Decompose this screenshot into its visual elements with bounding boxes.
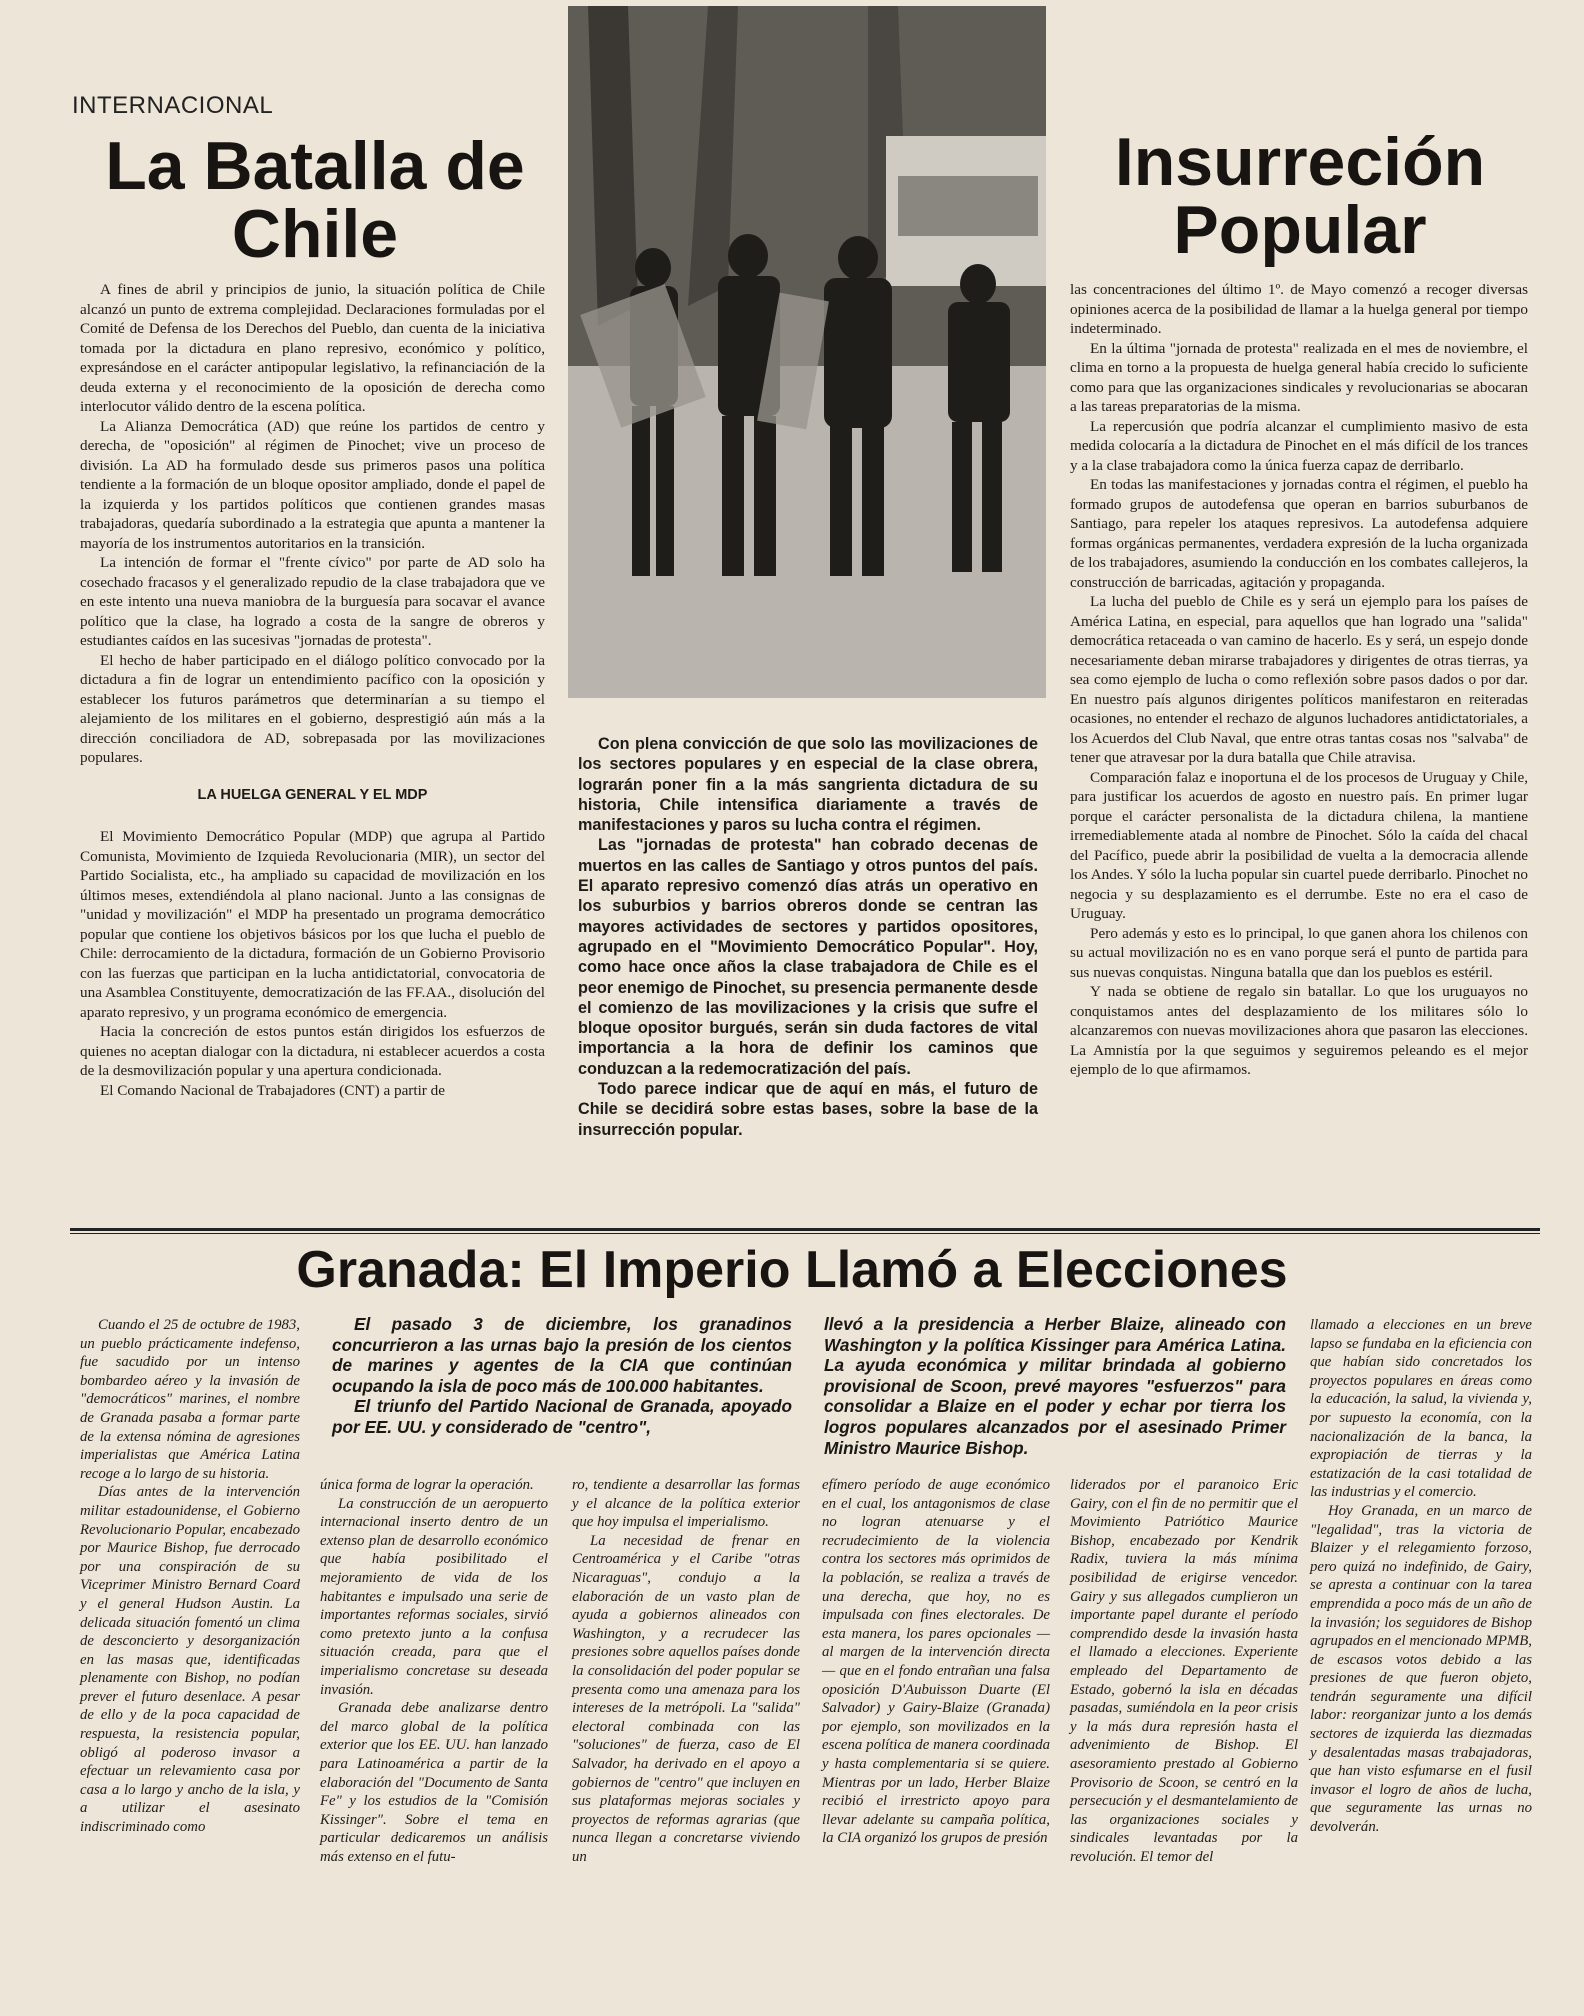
chile-right-column: [1070, 280, 1528, 1080]
granada-intro-paragraph: llevó a la presidencia a Herber Blaize, alineado con Washington y la política Kissinger para América Latina. La ayuda económica y militar brindada al gobierno provisional de Scoon, prevé mayores "esfuerzos" para consolidar a Blaize en el poder y echar por tierra los logros populares alcanzados por el asesinado Primer Ministro Maurice Bishop.: [824, 1314, 1286, 1458]
chile-middle-column: [578, 734, 1038, 1140]
granada-paragraph: Hoy Granada, en un marco de "legalidad", tras la victoria de Blaizer y el relegamiento forzoso, pero quizá no indefinido, de Gairy, se apresta a continuar con la tarea emprendida a poco más de un año de la invasión; los seguidores de Bishop agrupados en el mencionado MPMB, de escasos votos debido a las presiones de que fueron objeto, tendrán seguramente una difícil labor: reorganizar junto a los demás sectores de izquierda las diezmadas y desalentadas masas trabajadoras, que han visto esfumarse en el fusil invasor el logro de años de lucha, que seguramente las urnas no devolverán.: [1310, 1502, 1532, 1836]
granada-paragraph: Cuando el 25 de octubre de 1983, un pueblo prácticamente indefenso, fue sacudido por un intenso bombardeo aéreo y la invasión de "democráticos" marines, el nombre de Granada pasaba a formar parte de la extensa nómina de agresiones imperialistas que América Latina recoge a lo largo de su historia.: [80, 1317, 300, 1482]
granada-intro-paragraph: El pasado 3 de diciembre, los granadinos concurrieron a las urnas bajo la presión de los cientos de marines y agentes de la CIA que continúan ocupando la isla de poco más de 100.000 habitantes.: [332, 1314, 792, 1396]
granada-column-5: [1070, 1476, 1298, 1866]
section-label: INTERNACIONAL: [72, 92, 274, 119]
granada-column-2: [320, 1476, 548, 1866]
granada-intro-right: [824, 1314, 1286, 1458]
granada-paragraph: La necesidad de frenar en Centroamérica y el Caribe "otras Nicaraguas", condujo a la elaboración de un vasto plan de ayuda a gobiernos alineados con Washington, y a recrudecer las presiones sobre aquellos países donde la consolidación del poder popular se presenta como una amenaza para los intereses de la metrópoli. La "salida" electoral combinada con las "soluciones" de fuerza, caso de El Salvador, ha derivado en el apoyo a gobiernos de "centro" que incluyen en sus plataformas mejoras sociales y proyectos de reformas agrarias (que nunca llegan a concretarse viviendo un: [572, 1532, 800, 1865]
chile-middle-paragraph: Todo parece indicar que de aquí en más, el futuro de Chile se decidirá sobre estas bases, sobre la base de la insurrección popular.: [578, 1080, 1038, 1139]
chile-right-paragraph: En la última "jornada de protesta" realizada en el mes de noviembre, el clima en torno a la propuesta de huelga general había crecido lo suficiente como para que las organizaciones sindicales y revolucionarias se abocaran a las tareas preparatorias de la misma.: [1070, 339, 1528, 415]
section-divider: [70, 1228, 1540, 1231]
granada-column-3: [572, 1476, 800, 1866]
chile-left-paragraph: El Movimiento Democrático Popular (MDP) que agrupa al Partido Comunista, Movimiento de Izquieda Revolucionaria (MIR), un sector del Partido Socialista, etc., ha ampliado su capacidad de movilización en los últimos meses, extendiéndola al plano nacional. Junto a las consignas de "unidad y movilización" el MDP ha presentado un programa democrático popular que contiene los objetivos básicos por los que lucha el pueblo de Chile: derrocamiento de la dictadura, formación de un Gobierno Provisorio con las fuerzas que participan en la lucha antidictatorial, convocatoria de una Asamblea Constituyente, democratización de las FF.AA., disolución del aparato represivo, y un programa económico de emergencia.: [80, 828, 545, 1021]
chile-left-paragraph: La intención de formar el "frente cívico" por parte de AD solo ha cosechado fracasos y el generalizado repudio de la clase trabajadora que ve en este intento una nueva maniobra de la burguesía para socavar el avance político que la clase, ha logrado a costa de la sangre de obreros y estudiantes caídos en las sucesivas "jornadas de protesta".: [80, 554, 545, 649]
chile-right-paragraph: Y nada se obtiene de regalo sin batallar. Lo que los uruguayos no conquistamos antes del desplazamiento de los militares sólo lo alcanzaremos con nuevas movilizaciones ahora que pasaron las elecciones. La Amnistía por la que seguimos y seguiremos peleando es el mejor ejemplo de lo que afirmamos.: [1070, 983, 1528, 1078]
chile-right-paragraph: La lucha del pueblo de Chile es y será un ejemplo para los países de América Latina, en especial, para aquellos que han logrado una "salida" democrática retaceada o van camino de hacerlo. Es y será, un espejo donde necesariamente deban mirarse trabajadores y dirigentes de otras tierras, ya sea como ejemplo de lucha o como reflexión sobre pasos dados o por dar. En nuestro país algunos dirigentes políticos manifestaron en reiteradas ocasiones, no entender el rechazo de algunos luchadores antidictatoriales, a los Acuerdos del Club Naval, que entre otras tantas cosas nos "salvaba" de tener que atravesar por la dura batalla que Chile atravisa.: [1070, 593, 1528, 766]
granada-paragraph: única forma de lograr la operación.: [320, 1477, 534, 1493]
chile-right-paragraph: las concentraciones del último 1º. de Mayo comenzó a recoger diversas opiniones acerca de la posibilidad de llamar a la huelga general por tiempo indeterminado.: [1070, 281, 1528, 337]
granada-intro-left: [332, 1314, 792, 1438]
chile-left-paragraph: Hacia la concreción de estos puntos están dirigidos los esfuerzos de quienes no aceptan dialogar con la dictadura, ni establecer acuerdos a costa de la desmovilización popular y una apertura condicionada.: [80, 1023, 545, 1079]
chile-middle-paragraph: Las "jornadas de protesta" han cobrado decenas de muertos en las calles de Santiago y otros puntos del país. El aparato represivo comenzó días atrás un operativo en los suburbios y barrios obreros donde se centran las mayores actividades de sectores y partidos opositores, agrupado en el "Movimiento Democrático Popular". Hoy, como hace once años la clase trabajadora de Chile es el peor enemigo de Pinochet, su presencia permanente desde el comienzo de las movilizaciones y la crisis que sufre el bloque opositor burgués, serán sin duda factores de vital importancia a la hora de definir los caminos que conduzcan a la redemocratización del país.: [578, 836, 1038, 1078]
chile-right-paragraph: La repercusión que podría alcanzar el cumplimiento masivo de esta medida colocaría a la dictadura de Pinochet en el más difícil de los trances y a la clase trabajadora como la única fuerza capaz de derribarlo.: [1070, 417, 1528, 474]
photo-illustration: [568, 6, 1046, 698]
chile-right-paragraph: Pero además y esto es lo principal, lo que ganen ahora los chilenos con su actual movilización no es en vano porque será el punto de partida para sus nuevas conquistas. Ninguna batalla que dan los pueblos es estéril.: [1070, 924, 1528, 981]
chile-left-paragraph: El hecho de haber participado en el diálogo político convocado por la dictadura a fin de lograr un entendimiento pacífico con la oposición y establecer los futuros parámetros que determinarían a su tiempo el alejamiento de los militares en el gobierno, desprestigió aún más a la dirección conciliadora de AD, sobrepasada por las movilizaciones populares.: [80, 651, 545, 766]
granada-intro-paragraph: El triunfo del Partido Nacional de Granada, apoyado por EE. UU. y considerado de "centro",: [332, 1396, 792, 1437]
granada-column-4: [822, 1476, 1050, 1848]
granada-paragraph: Granada debe analizarse dentro del marco global de la política exterior que los EE. UU. han lanzado para Latinoamérica a partir de la elaboración del "Documento de Santa Fe" y los estudios de la "Comisión Kissinger". Sobre el tema en particular dedicaremos un análisis más extenso en el futu-: [320, 1700, 548, 1865]
subheading-huelga: LA HUELGA GENERAL Y EL MDP: [197, 786, 428, 803]
chile-left-paragraph: El Comando Nacional de Trabajadores (CNT) a partir de: [100, 1081, 445, 1099]
chile-left-column: [80, 280, 545, 1100]
granada-paragraph: efímero período de auge económico en el cual, los antagonismos de clase no logran atenuarse y el recrudecimiento de la violencia contra los sectores más oprimidos de la población, se realiza a través de una derecha, que hoy, no es impulsada con fines electorales. De esta manera, los pares opcionales —al margen de la intervención directa— que en el fondo entrañan una falsa oposición D'Aubuisson Duarte (El Salvador) y Gairy-Blaize (Granada) por ejemplo, son movilizados en la escena política de manera coordinada y hasta complementaria si se quiere. Mientras por un lado, Herber Blaize recibió el irrestricto apoyo para llevar adelante su campaña política, la CIA organizó los grupos de presión: [822, 1477, 1050, 1847]
granada-column-1: [80, 1316, 300, 1837]
chile-right-paragraph: En todas las manifestaciones y jornadas contra el régimen, el pueblo ha formado grupos de autodefensa que operan en barrios suburbanos de Santiago, para repeler los ataques represivos. La autodefensa adquiere formas orgánicas permanentes, verdadera expresión de la lucha organizada de los trabajadores, asumiendo la conducción en los combates callejeros, la construcción de barricadas, agitación y propaganda.: [1070, 476, 1528, 591]
granada-paragraph: Días antes de la intervención militar estadounidense, el Gobierno Revolucionario Popular, encabezado por Maurice Bishop, fue derrocado por una conspiración de su Viceprimer Ministro Bernard Coard y el general Hudson Austin. La delicada situación fomentó un clima de desconcierto y desorganización en las masas que, identificadas plenamente con Bishop, no podían prever el futuro desenlace. A pesar de ello y de la poca capacidad de respuesta, la resistencia popular, obligó al poderoso invasor a efectuar un relevamiento casa por casa a lo largo y ancho de la isla, y a utilizar el asesinato indiscriminado como: [80, 1484, 300, 1836]
granada-paragraph: llamado a elecciones en un breve lapso se fundaba en la eficiencia con que habían sido concretados los proyectos populares en áreas como la educación, la salud, la vivienda y, por supuesto la economía, con la nacionalización de la banca, la expropiación de tierras y la estatización de la casi totalidad de las industrias y el comercio.: [1310, 1317, 1532, 1501]
chile-left-paragraph: A fines de abril y principios de junio, la situación política de Chile alcanzó un punto de extrema complejidad. Declaraciones formuladas por el Comité de Defensa de los Derechos del Pueblo, dan cuenta de la iniciativa tomada por la dictadura en plano represivo, económico y político, expresándose en el carácter antipopular legislativo, la refinanciación de la deuda externa y el reconocimiento de la oposición de derecha como interlocutor válido dentro de la escena política.: [80, 281, 545, 415]
granada-paragraph: liderados por el paranoico Eric Gairy, con el fin de no permitir que el Movimiento Patriótico Maurice Bishop, encabezado por Kendrik Radix, tuviera la más mínima posibilidad de erigirse vencedor. Gairy y sus allegados cumplieron un importante papel durante el período comprendido desde la invasión hasta el llamado a elecciones. Experiente empleado del Departamento de Estado, gobernó la isla en décadas pasadas, sumiéndola en la peor crisis y la más dura represión hasta el advenimiento de Bishop. El asesoramiento prestado al Gobierno Provisorio de Scoon, se centró en la persecución y el desmantelamiento de las organizaciones sociales y sindicales levantadas por la revolución. El temor del: [1070, 1477, 1298, 1865]
chile-left-paragraph: La Alianza Democrática (AD) que reúne los partidos de centro y derecha, de "oposición" al régimen de Pinochet; vive un proceso de división. La AD ha formulado desde sus primeros pasos una política tendiente a la formación de un bloque opositor ampliado, donde el papel de la izquierda y los partidos políticos que contienen grandes masas trabajadoras, quedaría subordinado a la estrategia que apunta a mantener la mayoría de los instrumentos autoritarios en la transición.: [80, 417, 545, 552]
riot-police-photo: [568, 6, 1046, 698]
chile-middle-paragraph: Con plena convicción de que solo las movilizaciones de los sectores populares y en especial de la clase obrera, lograrán poner fin a la más sangrienta dictadura de su historia, Chile intensifica diariamente a través de manifestaciones y paros su lucha contra el régimen.: [578, 735, 1038, 835]
headline-insurreccion: Insurreción Popular: [1114, 124, 1486, 268]
granada-paragraph: La construcción de un aeropuerto internacional inserto dentro de un extenso plan de desarrollo económico que había posibilitado el mejoramiento de vida de los habitantes e impulsado una serie de importantes reformas sociales, sirvió como pretexto junto a la confusa situación creada, para que el imperialismo concretase su deseada invasión.: [320, 1495, 548, 1698]
headline-granada: Granada: El Imperio Llamó a Elecciones: [296, 1241, 1288, 1299]
section-divider-thin: [70, 1233, 1540, 1234]
granada-paragraph: ro, tendiente a desarrollar las formas y el alcance de la política exterior que hoy impulsa el imperialismo.: [572, 1477, 800, 1531]
granada-column-6: [1310, 1316, 1532, 1837]
chile-right-paragraph: Comparación falaz e inoportuna el de los procesos de Uruguay y Chile, para justificar los acuerdos de agosto en nuestro país. En primer lugar porque el carácter personalista de la dictadura chilena, la mantiene irremediablemente atada al nombre de Pinochet. Sólo la caída del chacal del Pacífico, puede abrir la posibilidad de vuelta a la democracia allende los Andes. Y sólo la lucha popular sin cuartel puede derribarlo. Pinochet no negocia y su desplazamiento es el derrumbe. Este no era el caso de Uruguay.: [1070, 768, 1528, 922]
headline-chile: La Batalla de Chile: [105, 128, 525, 272]
